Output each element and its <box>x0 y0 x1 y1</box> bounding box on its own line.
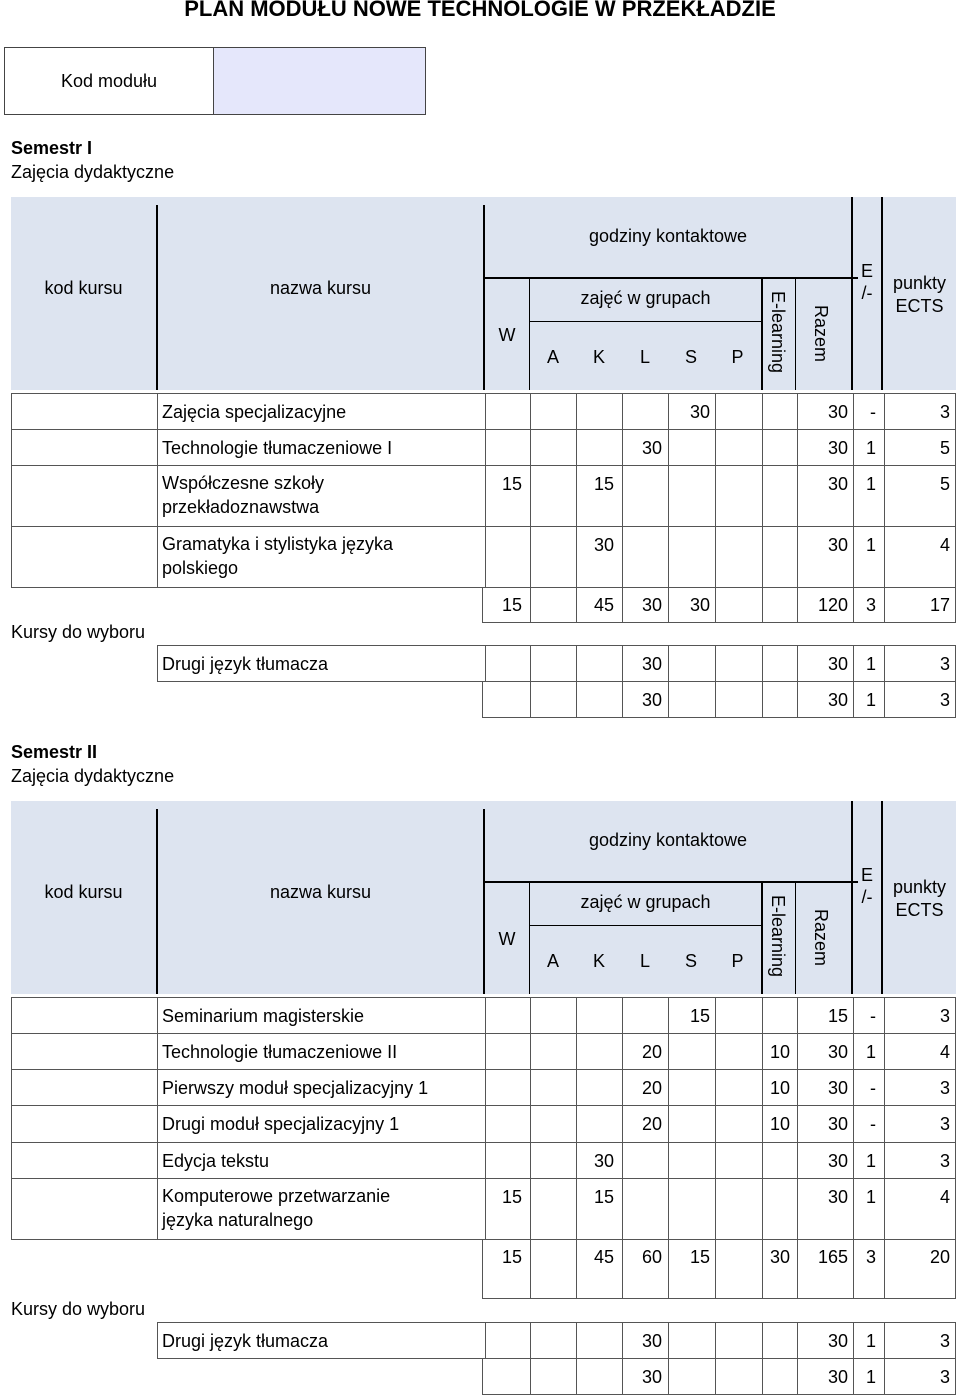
table-cell-border <box>884 646 885 681</box>
table-cell-border <box>762 527 763 587</box>
table-cell-border <box>576 394 577 429</box>
value-razem: 30 <box>827 1330 848 1351</box>
table-cell-border <box>622 527 623 587</box>
value-k: 20 <box>641 1114 662 1134</box>
value-k: 30 <box>641 653 662 674</box>
table-cell-border <box>797 527 798 587</box>
table-cell-border <box>530 682 531 717</box>
header-col-punkty: punkty <box>892 273 947 293</box>
table-cell-border <box>884 1179 885 1239</box>
table-cell-border <box>485 1034 486 1069</box>
value-ects: 3 <box>939 1366 950 1387</box>
header-col-e: E <box>860 865 873 885</box>
header-col-ects: ECTS <box>895 296 944 316</box>
table-row <box>482 681 956 718</box>
table-cell-border <box>884 1240 885 1298</box>
value-razem: 30 <box>827 1041 848 1062</box>
table-cell-border <box>797 466 798 526</box>
table-cell-border <box>884 1359 885 1394</box>
table-cell-border <box>157 394 158 429</box>
value-k: 30 <box>641 437 662 458</box>
table-cell-border <box>530 646 531 681</box>
table-cell-border <box>157 1106 158 1142</box>
header-col-l: L <box>639 347 650 367</box>
table-cell-border <box>157 1143 158 1178</box>
table-cell-border <box>884 998 885 1033</box>
table-cell-border <box>797 1323 798 1358</box>
header-godziny-kontaktowe: godziny kontaktowe <box>588 226 748 246</box>
table-cell-border <box>530 527 531 587</box>
value-razem: 30 <box>827 689 848 710</box>
header-kod-kursu: kod kursu <box>44 278 123 298</box>
header-col-p: P <box>731 347 744 367</box>
table-cell-border <box>762 430 763 465</box>
table-cell-border <box>485 527 486 587</box>
table-cell-border <box>715 1240 716 1298</box>
table-cell-border <box>884 430 885 465</box>
header-rule <box>484 277 858 279</box>
table-cell-border <box>576 1106 577 1142</box>
table-cell-border <box>797 646 798 681</box>
table-cell-border <box>884 588 885 622</box>
header-godziny-kontaktowe: godziny kontaktowe <box>588 830 748 850</box>
course-name: Drugi język tłumacza <box>162 653 329 674</box>
header-rule <box>795 881 796 994</box>
table-cell-border <box>485 430 486 465</box>
value-razem: 15 <box>827 1005 848 1026</box>
table-cell-border <box>884 394 885 429</box>
table-cell-border <box>762 394 763 429</box>
table-cell-border <box>485 1323 486 1358</box>
module-code-label: Kod modułu <box>5 48 214 114</box>
value-a: 30 <box>593 1150 614 1171</box>
table-cell-border <box>157 1070 158 1105</box>
table-cell-border <box>797 588 798 622</box>
table-cell-border <box>715 1179 716 1239</box>
header-rule <box>761 881 763 994</box>
semester-2-elective-label: Kursy do wyboru <box>11 1299 146 1319</box>
value-razem: 30 <box>827 535 848 555</box>
table-cell-border <box>530 1034 531 1069</box>
value-a: 30 <box>593 535 614 555</box>
value-ects: 3 <box>939 653 950 674</box>
header-col-elearning: E-learning <box>768 895 788 978</box>
table-row <box>482 1358 956 1395</box>
table-cell-border <box>884 1106 885 1142</box>
table-cell-border <box>715 1323 716 1358</box>
value-k: 30 <box>641 689 662 710</box>
table-cell-border <box>715 588 716 622</box>
course-name-line1: Gramatyka i stylistyka języka <box>162 534 394 554</box>
module-code-box <box>4 47 426 115</box>
value-e: 1 <box>865 474 876 494</box>
table-cell-border <box>576 646 577 681</box>
value-e: 1 <box>865 1366 876 1387</box>
value-ects: 3 <box>939 1005 950 1026</box>
semester-2-sub: Zajęcia dydaktyczne <box>11 766 175 786</box>
value-ects: 4 <box>939 1041 950 1062</box>
value-e: 1 <box>865 653 876 674</box>
table-cell-border <box>530 588 531 622</box>
value-ects: 3 <box>939 1077 950 1098</box>
table-cell-border <box>485 646 486 681</box>
value-ects: 5 <box>939 474 950 494</box>
value-l: 15 <box>689 1247 710 1267</box>
table-cell-border <box>157 466 158 526</box>
table-cell-border <box>485 1070 486 1105</box>
value-razem: 30 <box>827 401 848 422</box>
table-cell-border <box>576 682 577 717</box>
value-razem: 120 <box>817 595 848 615</box>
value-l: 15 <box>689 1005 710 1026</box>
table-cell-border <box>668 527 669 587</box>
value-e: 3 <box>865 1247 876 1267</box>
module-code-field[interactable] <box>214 48 425 114</box>
semester-1-sub: Zajęcia dydaktyczne <box>11 162 175 182</box>
table-cell-border <box>668 466 669 526</box>
page-title: PLAN MODUŁU NOWE TECHNOLOGIE W PRZEKŁADZIE <box>184 0 776 21</box>
table-cell-border <box>762 466 763 526</box>
table-cell-border <box>884 1143 885 1178</box>
header-col-elearning: E-learning <box>768 291 788 374</box>
value-k: 30 <box>641 1366 662 1387</box>
course-name-line2: polskiego <box>162 558 239 578</box>
value-e: 1 <box>865 1330 876 1351</box>
table-cell-border <box>485 394 486 429</box>
value-ects: 3 <box>939 689 950 710</box>
table-row <box>482 1239 956 1299</box>
header-col-e: E <box>860 261 873 281</box>
header-col-e-sub: /- <box>861 887 873 907</box>
course-name: Seminarium magisterskie <box>162 1005 365 1026</box>
table-cell-border <box>797 682 798 717</box>
table-cell-border <box>797 998 798 1033</box>
table-cell-border <box>668 1143 669 1178</box>
value-e: - <box>870 1077 876 1098</box>
table-cell-border <box>715 466 716 526</box>
table-cell-border <box>668 1240 669 1298</box>
value-w: 15 <box>501 595 522 615</box>
value-ects: 5 <box>939 437 950 458</box>
table-cell-border <box>157 1034 158 1069</box>
table-cell-border <box>797 1240 798 1298</box>
table-cell-border <box>530 1143 531 1178</box>
value-razem: 30 <box>827 474 848 494</box>
table-cell-border <box>762 1179 763 1239</box>
value-e: - <box>870 401 876 422</box>
value-el: 10 <box>769 1114 790 1134</box>
course-name-line1: Współczesne szkoły <box>162 473 325 493</box>
header-col-w: W <box>498 929 516 949</box>
table-cell-border <box>668 1034 669 1069</box>
table-cell-border <box>530 1070 531 1105</box>
value-k: 30 <box>641 595 662 615</box>
table-cell-border <box>530 430 531 465</box>
table-cell-border <box>576 998 577 1033</box>
table-cell-border <box>576 430 577 465</box>
table-cell-border <box>668 1106 669 1142</box>
table-cell-border <box>530 1240 531 1298</box>
header-col-razem: Razem <box>811 305 831 363</box>
course-name: Pierwszy moduł specjalizacyjny 1 <box>162 1077 429 1098</box>
table-cell-border <box>797 1359 798 1394</box>
table-cell-border <box>762 1359 763 1394</box>
table-cell-border <box>884 527 885 587</box>
table-cell-border <box>668 646 669 681</box>
course-name-line2: przekładoznawstwa <box>162 497 320 517</box>
header-col-s: S <box>684 951 697 971</box>
value-k: 20 <box>641 1077 662 1098</box>
value-w: 15 <box>501 474 522 494</box>
value-razem: 30 <box>827 1114 848 1134</box>
value-l: 30 <box>689 401 710 422</box>
table-cell-border <box>762 646 763 681</box>
table-cell-border <box>622 1179 623 1239</box>
table-cell-border <box>576 1323 577 1358</box>
table-cell-border <box>884 1070 885 1105</box>
value-a: 15 <box>593 474 614 494</box>
table-cell-border <box>668 998 669 1033</box>
semester-2-table-header <box>11 801 956 994</box>
table-cell-border <box>485 1106 486 1142</box>
value-w: 15 <box>501 1187 522 1207</box>
table-cell-border <box>797 394 798 429</box>
header-rule <box>761 277 763 390</box>
value-e: - <box>870 1114 876 1134</box>
header-col-a: A <box>546 951 559 971</box>
table-cell-border <box>668 430 669 465</box>
value-razem: 30 <box>827 1187 848 1207</box>
table-cell-border <box>762 1323 763 1358</box>
header-nazwa-kursu: nazwa kursu <box>269 278 372 298</box>
value-k: 20 <box>641 1041 662 1062</box>
course-name: Edycja tekstu <box>162 1150 270 1171</box>
table-cell-border <box>797 1034 798 1069</box>
header-kod-kursu: kod kursu <box>44 882 123 902</box>
header-col-w: W <box>498 325 516 345</box>
table-cell-border <box>622 394 623 429</box>
header-rule <box>530 925 762 926</box>
header-col-k: K <box>592 347 605 367</box>
header-rule <box>795 277 796 390</box>
table-cell-border <box>884 1034 885 1069</box>
table-cell-border <box>797 1143 798 1178</box>
table-cell-border <box>530 1323 531 1358</box>
value-e: 1 <box>865 1187 876 1207</box>
table-cell-border <box>530 1359 531 1394</box>
table-cell-border <box>157 1179 158 1239</box>
header-rule <box>530 321 762 322</box>
value-k: 30 <box>641 1330 662 1351</box>
header-col-a: A <box>546 347 559 367</box>
table-cell-border <box>715 394 716 429</box>
course-name: Drugi moduł specjalizacyjny 1 <box>162 1114 400 1134</box>
table-cell-border <box>715 682 716 717</box>
header-rule <box>484 881 858 883</box>
table-cell-border <box>530 998 531 1033</box>
course-name-line1: Komputerowe przetwarzanie <box>162 1186 391 1206</box>
table-cell-border <box>668 1359 669 1394</box>
header-col-s: S <box>684 347 697 367</box>
table-cell-border <box>884 466 885 526</box>
value-a: 45 <box>593 1247 614 1267</box>
value-razem: 30 <box>827 437 848 458</box>
table-cell-border <box>157 998 158 1033</box>
value-razem: 30 <box>827 1077 848 1098</box>
table-cell-border <box>668 682 669 717</box>
table-cell-border <box>668 1323 669 1358</box>
value-e: 1 <box>865 1041 876 1062</box>
header-col-punkty: punkty <box>892 877 947 897</box>
table-cell-border <box>530 1179 531 1239</box>
value-e: 3 <box>865 595 876 615</box>
course-name: Zajęcia specjalizacyjne <box>162 401 347 422</box>
table-cell-border <box>622 1143 623 1178</box>
table-cell-border <box>884 1323 885 1358</box>
semester-1-table-header <box>11 197 956 390</box>
table-cell-border <box>715 1034 716 1069</box>
table-cell-border <box>622 998 623 1033</box>
table-cell-border <box>797 1106 798 1142</box>
value-razem: 30 <box>827 653 848 674</box>
table-cell-border <box>715 998 716 1033</box>
value-e: 1 <box>865 689 876 710</box>
value-razem: 30 <box>827 1366 848 1387</box>
value-w: 15 <box>501 1247 522 1267</box>
table-cell-border <box>622 466 623 526</box>
value-ects: 3 <box>939 1150 950 1171</box>
value-razem: 165 <box>817 1247 848 1267</box>
header-col-ects: ECTS <box>895 900 944 920</box>
course-name: Technologie tłumaczeniowe I <box>162 437 393 458</box>
table-cell-border <box>157 527 158 587</box>
table-cell-border <box>485 998 486 1033</box>
table-cell-border <box>762 588 763 622</box>
value-el: 10 <box>769 1077 790 1098</box>
header-col-k: K <box>592 951 605 971</box>
course-name: Technologie tłumaczeniowe II <box>162 1041 398 1062</box>
table-cell-border <box>715 430 716 465</box>
table-cell-border <box>715 1106 716 1142</box>
header-nazwa-kursu: nazwa kursu <box>269 882 372 902</box>
table-row <box>482 587 956 623</box>
table-cell-border <box>530 466 531 526</box>
header-col-e-sub: /- <box>861 283 873 303</box>
header-col-razem: Razem <box>811 909 831 967</box>
value-ects: 17 <box>929 595 950 615</box>
table-cell-border <box>668 588 669 622</box>
table-cell-border <box>762 1143 763 1178</box>
value-el: 10 <box>769 1041 790 1062</box>
value-l: 30 <box>689 595 710 615</box>
value-a: 45 <box>593 595 614 615</box>
header-col-p: P <box>731 951 744 971</box>
header-col-l: L <box>639 951 650 971</box>
semester-2-label: Semestr II <box>11 742 98 762</box>
value-e: 1 <box>865 535 876 555</box>
semester-1-elective-label: Kursy do wyboru <box>11 622 146 642</box>
table-cell-border <box>715 1143 716 1178</box>
value-ects: 4 <box>939 1187 950 1207</box>
value-ects: 3 <box>939 401 950 422</box>
value-ects: 3 <box>939 1330 950 1351</box>
header-zajec-w-grupach: zajęć w grupach <box>580 892 711 912</box>
table-cell-border <box>485 1143 486 1178</box>
value-a: 15 <box>593 1187 614 1207</box>
table-cell-border <box>762 682 763 717</box>
header-zajec-w-grupach: zajęć w grupach <box>580 288 711 308</box>
table-cell-border <box>576 1359 577 1394</box>
value-ects: 20 <box>929 1247 950 1267</box>
value-e: 1 <box>865 437 876 458</box>
semester-1-label: Semestr I <box>11 138 93 158</box>
table-cell-border <box>576 1034 577 1069</box>
table-cell-border <box>797 1070 798 1105</box>
table-cell-border <box>668 1179 669 1239</box>
course-name: Drugi język tłumacza <box>162 1330 329 1351</box>
course-name-line2: języka naturalnego <box>162 1210 314 1230</box>
value-ects: 4 <box>939 535 950 555</box>
value-razem: 30 <box>827 1150 848 1171</box>
table-cell-border <box>530 1106 531 1142</box>
value-k: 60 <box>641 1247 662 1267</box>
value-e: 1 <box>865 1150 876 1171</box>
table-cell-border <box>762 998 763 1033</box>
table-cell-border <box>715 527 716 587</box>
table-cell-border <box>797 1179 798 1239</box>
value-e: - <box>870 1005 876 1026</box>
table-cell-border <box>576 1070 577 1105</box>
value-ects: 3 <box>939 1114 950 1134</box>
table-cell-border <box>715 1070 716 1105</box>
value-el: 30 <box>769 1247 790 1267</box>
table-cell-border <box>530 394 531 429</box>
table-cell-border <box>884 682 885 717</box>
table-cell-border <box>715 646 716 681</box>
table-cell-border <box>157 430 158 465</box>
table-cell-border <box>715 1359 716 1394</box>
table-cell-border <box>668 1070 669 1105</box>
table-cell-border <box>797 430 798 465</box>
table-cell-border <box>668 394 669 429</box>
